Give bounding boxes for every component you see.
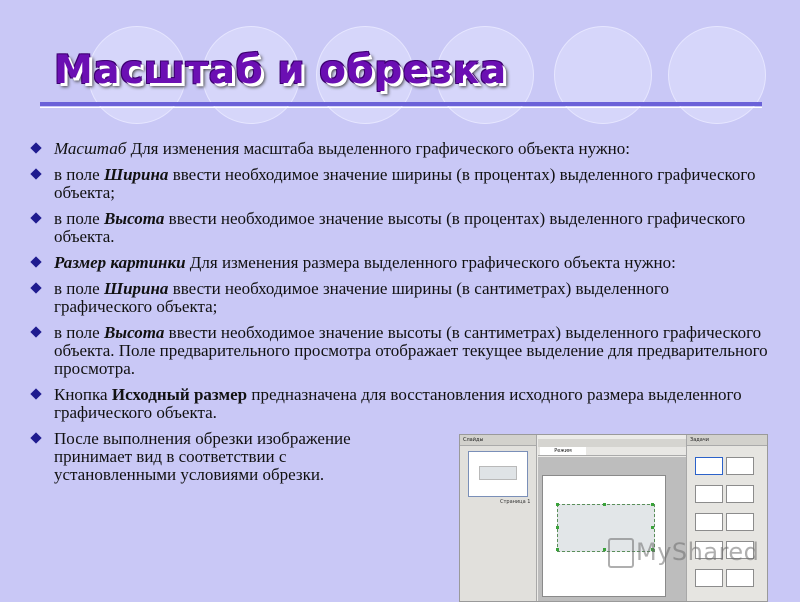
bullet-diamond-icon [30,212,41,223]
bullet-item [28,324,768,378]
bullet-prefix: Кнопка [54,385,112,404]
bullet-prefix: в поле [54,323,104,342]
mode-tabs-bar [538,447,686,456]
bullet-item [28,166,768,202]
bullet-lead: Масштаб [54,139,127,158]
bullet-item [28,140,768,158]
crop-handle [603,503,606,506]
title-underline [40,102,762,106]
bullet-lead: Исходный размер [111,385,248,404]
bullet-text: ввести необходимое значение ширины (в процентах) выделенного графического объекта; [54,165,756,202]
bullet-diamond-icon [30,256,41,267]
layout-option [695,457,723,475]
crop-handle [556,548,559,551]
decorative-circle [554,26,652,124]
bullet-text: Для изменения размера выделенного графического объекта нужно: [185,253,676,272]
crop-handle [651,503,654,506]
slide-canvas [542,475,666,597]
thumbnail-image [479,466,517,480]
bullet-diamond-icon [30,432,41,443]
bullet-item [28,254,768,272]
bullet-text: предназначена для восстановления исходного размера выделенного графического объекта. [54,385,742,422]
tasks-panel [686,435,768,601]
bullet-text: ввести необходимое значение высоты (в процентах) выделенного графического объекта. [54,209,746,246]
tasks-panel-title: Задачи [687,435,768,446]
watermark-icon [608,538,634,568]
crop-handle [651,526,654,529]
bullet-text: ввести необходимое значение ширины (в сантиметрах) выделенного графического объекта; [54,279,669,316]
layout-option [726,513,754,531]
bullet-prefix: в поле [54,279,104,298]
bullet-item [28,210,768,246]
bullet-prefix: в поле [54,209,104,228]
bullet-item [28,430,374,484]
bullet-text: Для изменения масштаба выделенного графического объекта нужно: [126,139,631,158]
tab-drawing-mode: Режим [540,447,586,455]
bullet-diamond-icon [30,282,41,293]
bullet-diamond-icon [30,388,41,399]
slides-panel [460,435,537,601]
slide-title: Масштаб и обрезка [54,48,507,93]
slide-canvas-area [538,457,686,601]
layout-option [695,485,723,503]
bullet-lead: Высота [103,323,165,342]
bullet-lead: Размер картинки [54,253,186,272]
bullet-text: ввести необходимое значение высоты (в сантиметрах) выделенного графического объекта. Поле предварительного просмотра отображает текущее выделение для предварительного просмотра. [54,323,768,378]
layout-option [695,569,723,587]
layout-option [726,569,754,587]
title-underline-highlight [40,107,762,108]
view-tabs-bar [538,439,686,447]
bullet-item [28,386,768,422]
watermark: MyShared [636,538,760,566]
crop-handle [603,548,606,551]
bullet-lead: Высота [103,209,165,228]
bullet-lead: Ширина [103,279,169,298]
bullet-item [28,280,768,316]
decorative-circle [668,26,766,124]
bullet-lead: Ширина [103,165,169,184]
layout-grid [695,457,761,597]
bullet-text: После выполнения обрезки изображение принимает вид в соответствии с установленными условиями обрезки. [54,429,351,484]
bullet-diamond-icon [30,142,41,153]
layout-option [726,485,754,503]
slides-panel-title: Слайды [460,435,536,446]
thumbnail-label: Страница 1 [500,499,531,505]
layout-option [726,457,754,475]
crop-handle [556,526,559,529]
bullet-prefix: в поле [54,165,104,184]
crop-handle [556,503,559,506]
bullet-diamond-icon [30,168,41,179]
bullet-diamond-icon [30,326,41,337]
editor-screenshot [459,434,768,602]
layout-option [695,513,723,531]
slide-thumbnail [468,451,528,497]
